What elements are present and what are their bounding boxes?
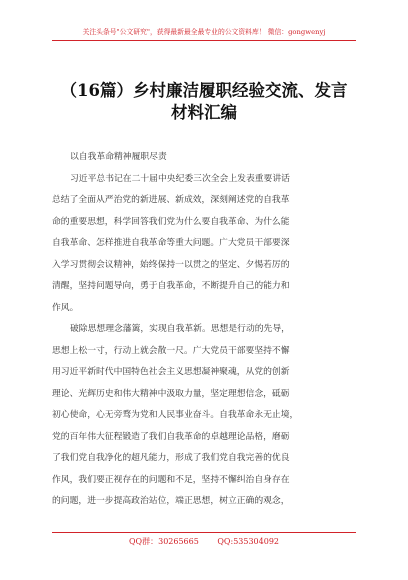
paragraph-line: 总结了全面从严治党的新进展、新成效，深刻阐述党的自我革 <box>52 195 290 205</box>
footer-qq-group: QQ群：30265665 <box>128 537 199 546</box>
page-header-note: 关注头条号"公文研究"，获得最新最全最专业的公文资料库！ 微信：gongwenyj <box>82 28 326 36</box>
footer-divider <box>52 532 356 533</box>
paragraph-line: 自我革命、怎样推进自我革命等重大问题。广大党员干部要深 <box>52 238 290 248</box>
paragraph-line: 破除思想理念藩篱，实现自我革新。思想是行动的先导， <box>70 324 290 334</box>
paragraph-line: 的问题，进一步提高政治站位，端正思想，树立正确的观念， <box>52 496 290 506</box>
paragraph-line: 清醒，坚持问题导向，勇于自我革命，不断提升自己的能力和 <box>52 281 290 291</box>
page-footer <box>0 536 408 547</box>
paragraph-line: 作风，我们要正视存在的问题和不足，坚持不懈纠治自身存在 <box>52 474 290 485</box>
paragraph-line: 习近平总书记在二十届中央纪委三次全会上发表重要讲话 <box>70 173 290 184</box>
title-line-1: （16篇）乡村廉洁履职经验交流、发言 <box>60 81 348 100</box>
paragraph-line: 了我们党自我净化的超凡能力，形成了我们党自我完善的优良 <box>52 453 290 463</box>
document-body <box>52 147 356 513</box>
paragraph-line: 命的重要思想，科学回答我们党为什么要自我革命、为什么能 <box>52 216 290 227</box>
document-title <box>40 80 368 124</box>
paragraph-2 <box>52 319 356 513</box>
paragraph-line: 入学习贯彻会议精神，始终保持一以贯之的坚定、夕惕若厉的 <box>52 259 290 270</box>
paragraph-line: 作风。 <box>52 302 79 313</box>
paragraph-line: 用习近平新时代中国特色社会主义思想凝神聚魂，从党的创新 <box>52 367 290 377</box>
paragraph-line: 初心使命，心无旁骛为党和人民事业奋斗。自我革命永无止境， <box>52 410 299 420</box>
paragraph-line: 党的百年伟大征程锻造了我们自我革命的卓越理论品格，磨砺 <box>52 431 290 442</box>
title-line-2: 材料汇编 <box>171 103 237 122</box>
section-subtitle: 以自我革命精神履职尽责 <box>70 152 167 162</box>
footer-qq: QQ:535304092 <box>217 537 279 546</box>
paragraph-1 <box>52 169 356 320</box>
paragraph-line: 理论、光辉历史和伟大精神中汲取力量，坚定理想信念，砥砺 <box>52 388 290 399</box>
header-divider <box>52 40 356 41</box>
paragraph-line: 思想上松一寸，行动上就会散一尺。广大党员干部要坚持不懈 <box>52 345 290 356</box>
